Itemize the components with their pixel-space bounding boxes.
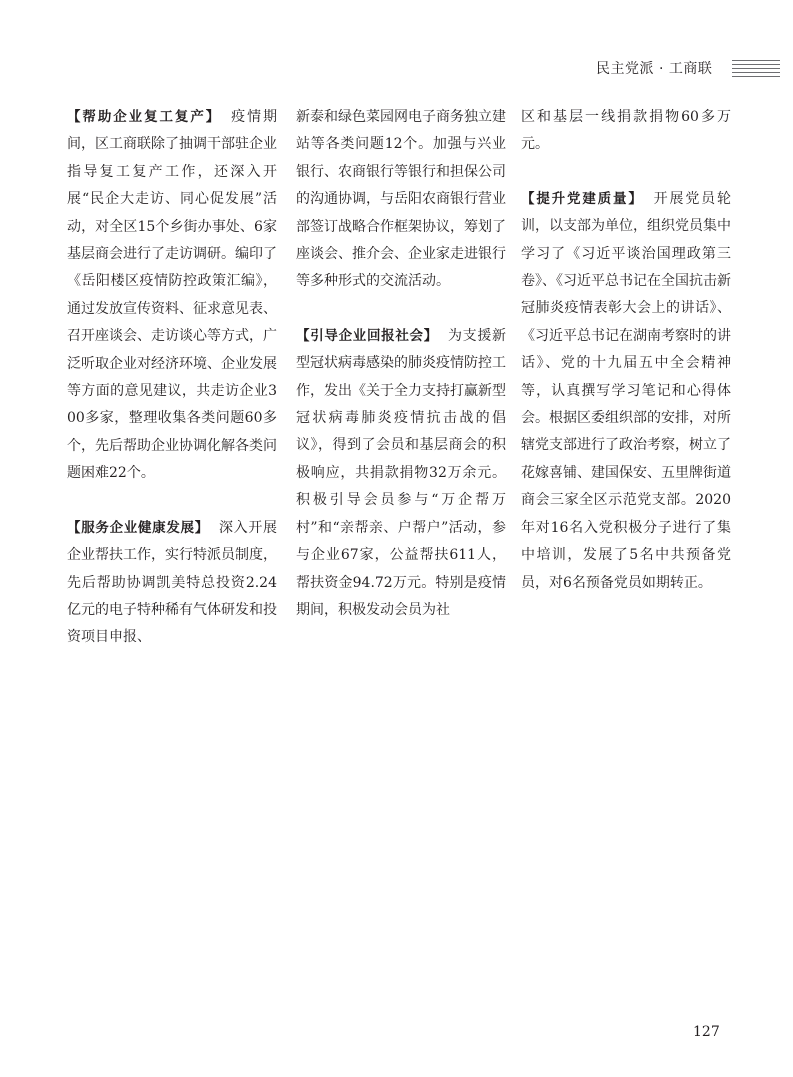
- page-number: 127: [693, 1024, 720, 1040]
- paragraph-body: 新泰和绿色菜园网电子商务独立建站等各类问题12个。加强与兴业银行、农商银行等银行和担保公司的沟通协调，与岳阳农商银行营业部签订战略合作框架协议，筹划了座谈会、推介会、企业家走进银行等多种形式的交流活动。: [296, 109, 506, 290]
- paragraph-body: 开展党员轮训，以支部为单位，组织党员集中学习了《习近平谈治国理政第三卷》、《习近平总书记在全国抗击新冠肺炎疫情表彰大会上的讲话》、《习近平总书记在湖南考察时的讲话》、党的十九届五中全会精神等，认真撰写学习笔记和心得体会。根据区委组织部的安排，对所辖党支部进行了政治考察，树立了花嫁喜铺、建国保安、五里牌街道商会三家全区示范党支部。2020年对16名入党积极分子进行了集中培训，发展了5名中共预备党员，对6名预备党员如期转正。: [521, 190, 732, 591]
- paragraph-heading: 【服务企业健康发展】: [67, 519, 209, 536]
- paragraph-body: 疫情期间，区工商联除了抽调干部驻企业指导复工复产工作，还深入开展“民企大走访、同心促发展”活动，对全区15个乡街办事处、6家基层商会进行了走访调研。编印了《岳阳楼区疫情防控政策汇编》，通过发放宣传资料、征求意见表、召开座谈会、走访谈心等方式，广泛听取企业对经济环境、企业发展等方面的意见建议，共走访企业300多家，整理收集各类问题60多个，先后帮助企业协调化解各类问题困难22个。: [67, 109, 278, 482]
- paragraph-body: 为支援新型冠状病毒感染的肺炎疫情防控工作，发出《关于全力支持打赢新型冠状病毒肺炎疫情抗击战的倡议》，得到了会员和基层商会的积极响应，共捐款捐物32万余元。积极引导会员参与“万企帮万村”和“亲帮亲、户帮户”活动，参与企业67家，公益帮扶611人，帮扶资金94.72万元。特别是疫情期间，积极发动会员为社: [296, 327, 507, 618]
- paragraph-body: 区和基层一线捐款捐物60多万元。: [521, 109, 731, 153]
- paragraph-help-resume-work: [67, 104, 277, 488]
- paragraph-body: 深入开展企业帮扶工作，实行特派员制度，先后帮助协调凯美特总投资2.24亿元的电子特种稀有气体研发和投资项目申报、: [67, 519, 278, 646]
- paragraph-heading: 【引导企业回报社会】: [296, 327, 438, 344]
- paragraph-serve-enterprise: [67, 515, 277, 652]
- section-title: 民主党派 · 工商联: [596, 61, 713, 77]
- paragraph-guide-enterprise: [296, 323, 506, 624]
- paragraph-continued: [521, 104, 731, 159]
- text-column-3: [521, 104, 731, 624]
- text-column-2: [296, 104, 506, 651]
- paragraph-heading: 【帮助企业复工复产】: [67, 109, 222, 125]
- paragraph-heading: 【提升党建质量】: [521, 190, 644, 207]
- paragraph-party-building: [521, 186, 731, 597]
- text-column-1: [67, 104, 277, 679]
- header-decoration-lines: [732, 60, 780, 80]
- paragraph-continued: [296, 104, 506, 296]
